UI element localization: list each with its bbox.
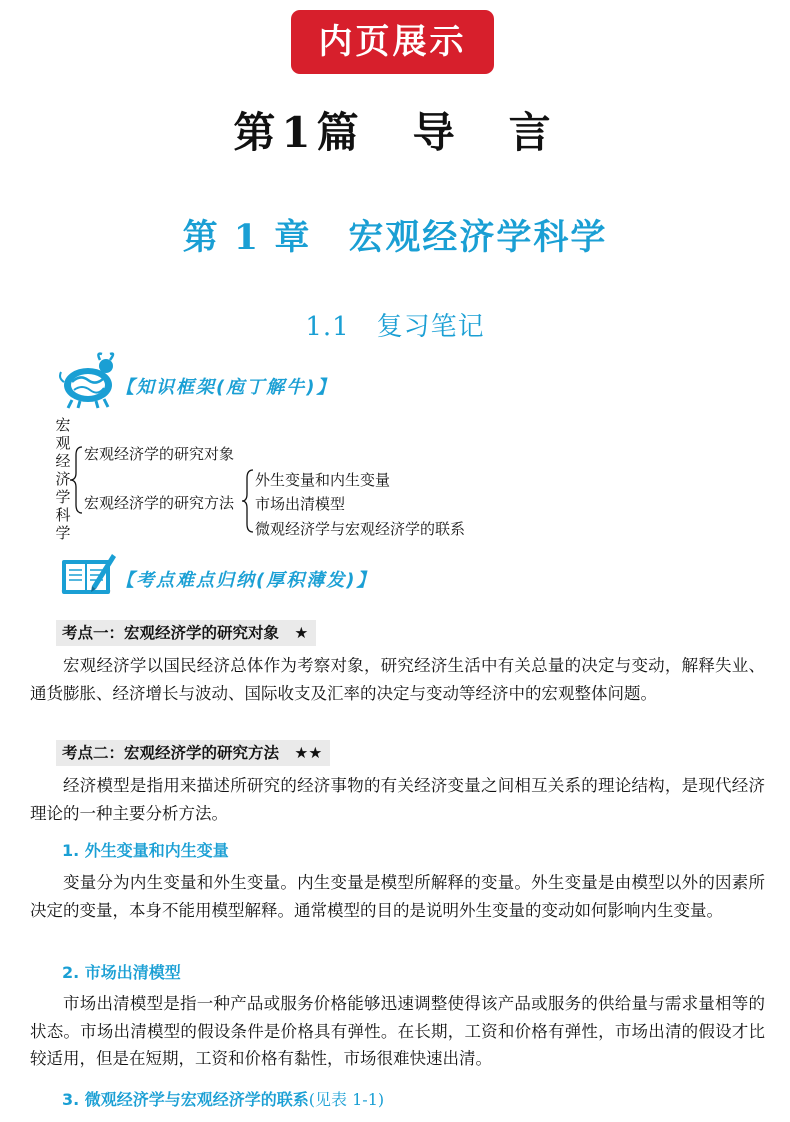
part-title: 第1篇 导 言 — [233, 108, 557, 157]
item-1-heading: 1. 外生变量和内生变量 — [62, 841, 229, 860]
item-2-text: 市场出清模型是指一种产品或服务价格能够迅速调整使得该产品或服务的供给量与需求量相等的状态。市场出清模型的假设条件是价格具有弹性。在长期，工资和价格有弹性，市场出清的假设才比较适用，但是在短期，工资和价格有黏性，市场很难快速出清。 — [30, 994, 765, 1068]
key-point-1-title: 考点一：宏观经济学的研究对象 — [62, 624, 280, 642]
table-reference: (见表 1-1) — [308, 1090, 385, 1109]
tree-leaf-market-clearing: 市场出清模型 — [255, 495, 346, 513]
chapter-title: 第 1 章 宏观经济学科学 — [182, 217, 608, 258]
tree-branch-object: 宏观经济学的研究对象 — [84, 445, 235, 463]
key-point-2-heading — [56, 740, 330, 766]
key-point-2-title: 考点二：宏观经济学的研究方法 — [62, 744, 280, 762]
key-point-2-text: 经济模型是指用来描述所研究的经济事物的有关经济变量之间相互关系的理论结构，是现代经济理论的一种主要分析方法。 — [30, 776, 765, 823]
key-point-1-text: 宏观经济学以国民经济总体作为考察对象，研究经济生活中有关总量的决定与变动，解释失业、通货膨胀、经济增长与波动、国际收支及汇率的决定与变动等经济中的宏观整体问题。 — [30, 656, 765, 703]
item-3-heading — [62, 1087, 384, 1110]
section-title: 1.1 复习笔记 — [305, 312, 485, 342]
page-banner: 内页展示 — [291, 10, 494, 74]
summary-label: 【考点难点归纳(厚积薄发)】 — [116, 570, 377, 591]
tree-leaf-variables: 外生变量和内生变量 — [255, 471, 391, 489]
tree-root: 宏观经济学科学 — [55, 416, 71, 542]
tree-branch-method: 宏观经济学的研究方法 — [84, 494, 235, 512]
key-point-2-stars: ★★ — [294, 744, 323, 762]
book-pen-icon — [56, 546, 118, 604]
item-2-heading: 2. 市场出清模型 — [62, 963, 181, 982]
item-1-text: 变量分为内生变量和外生变量。内生变量是模型所解释的变量。外生变量是由模型以外的因素所决定的变量，本身不能用模型解释。通常模型的目的是说明外生变量的变动如何影响内生变量。 — [30, 873, 765, 920]
tree-brace-method — [240, 468, 256, 534]
framework-label: 【知识框架(庖丁解牛)】 — [116, 377, 337, 398]
key-point-1-stars: ★ — [294, 624, 309, 642]
tree-leaf-micro-macro: 微观经济学与宏观经济学的联系 — [255, 520, 466, 538]
item-3-title: 3. 微观经济学与宏观经济学的联系 — [62, 1090, 309, 1109]
ox-icon — [58, 352, 118, 410]
key-point-1-heading — [56, 620, 316, 646]
